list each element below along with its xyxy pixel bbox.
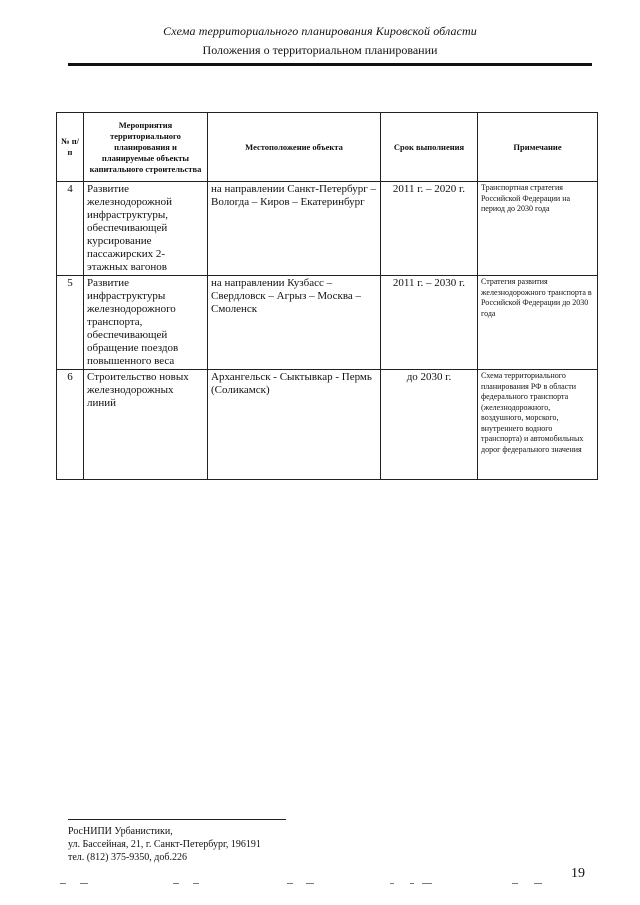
scan-artifacts [60,880,560,888]
document-subtitle: Положения о территориальном планировании [202,43,438,57]
table-row [57,370,598,480]
row-location: на направлении Санкт-Петербург – Вологда – Киров – Екатеринбург [208,182,381,276]
row-note: Схема территориального планирования РФ в области федерального транспорта (железнодорожного, воздушного, морского, внутреннего водного транспорта) и автомобильных дорог федерального значения [478,370,598,480]
table-header-row [57,113,598,182]
row-num: 5 [57,276,84,370]
footer-address: ул. Бассейная, 21, г. Санкт-Петербург, 196191 [68,839,261,850]
row-measure: Строительство новых железнодорожных линий [84,370,208,480]
col-header-num: № п/п [57,113,84,182]
footer-rule [68,819,286,820]
document-title: Схема территориального планирования Кировской области [163,24,477,38]
footer-phone: тел. (812) 375-9350, доб.226 [68,852,187,863]
row-measure: Развитие железнодорожной инфраструктуры, обеспечивающей курсирование пассажирских 2-этажных вагонов [84,182,208,276]
col-header-term: Срок выполнения [381,113,478,182]
col-header-location: Местоположение объекта [208,113,381,182]
row-term: 2011 г. – 2020 г. [381,182,478,276]
row-location: на направлении Кузбасс – Свердловск – Агрыз – Москва – Смоленск [208,276,381,370]
footer-org: РосНИПИ Урбанистики, [68,826,173,837]
row-measure: Развитие инфраструктуры железнодорожного транспорта, обеспечивающей обращение поездов повышенного веса [84,276,208,370]
measures-table [56,112,598,480]
table-row [57,182,598,276]
row-num: 6 [57,370,84,480]
row-num: 4 [57,182,84,276]
row-term: 2011 г. – 2030 г. [381,276,478,370]
header-rule [68,63,592,66]
row-term: до 2030 г. [381,370,478,480]
row-note: Стратегия развития железнодорожного транспорта в Российской Федерации до 2030 года [478,276,598,370]
page-number: 19 [571,866,585,881]
table-row [57,276,598,370]
row-note: Транспортная стратегия Российской Федерации на период до 2030 года [478,182,598,276]
row-location: Архангельск - Сыктывкар - Пермь (Соликамск) [208,370,381,480]
col-header-measure: Мероприятия территориального планирования и планируемые объекты капитального строительства [84,113,208,182]
col-header-note: Примечание [478,113,598,182]
